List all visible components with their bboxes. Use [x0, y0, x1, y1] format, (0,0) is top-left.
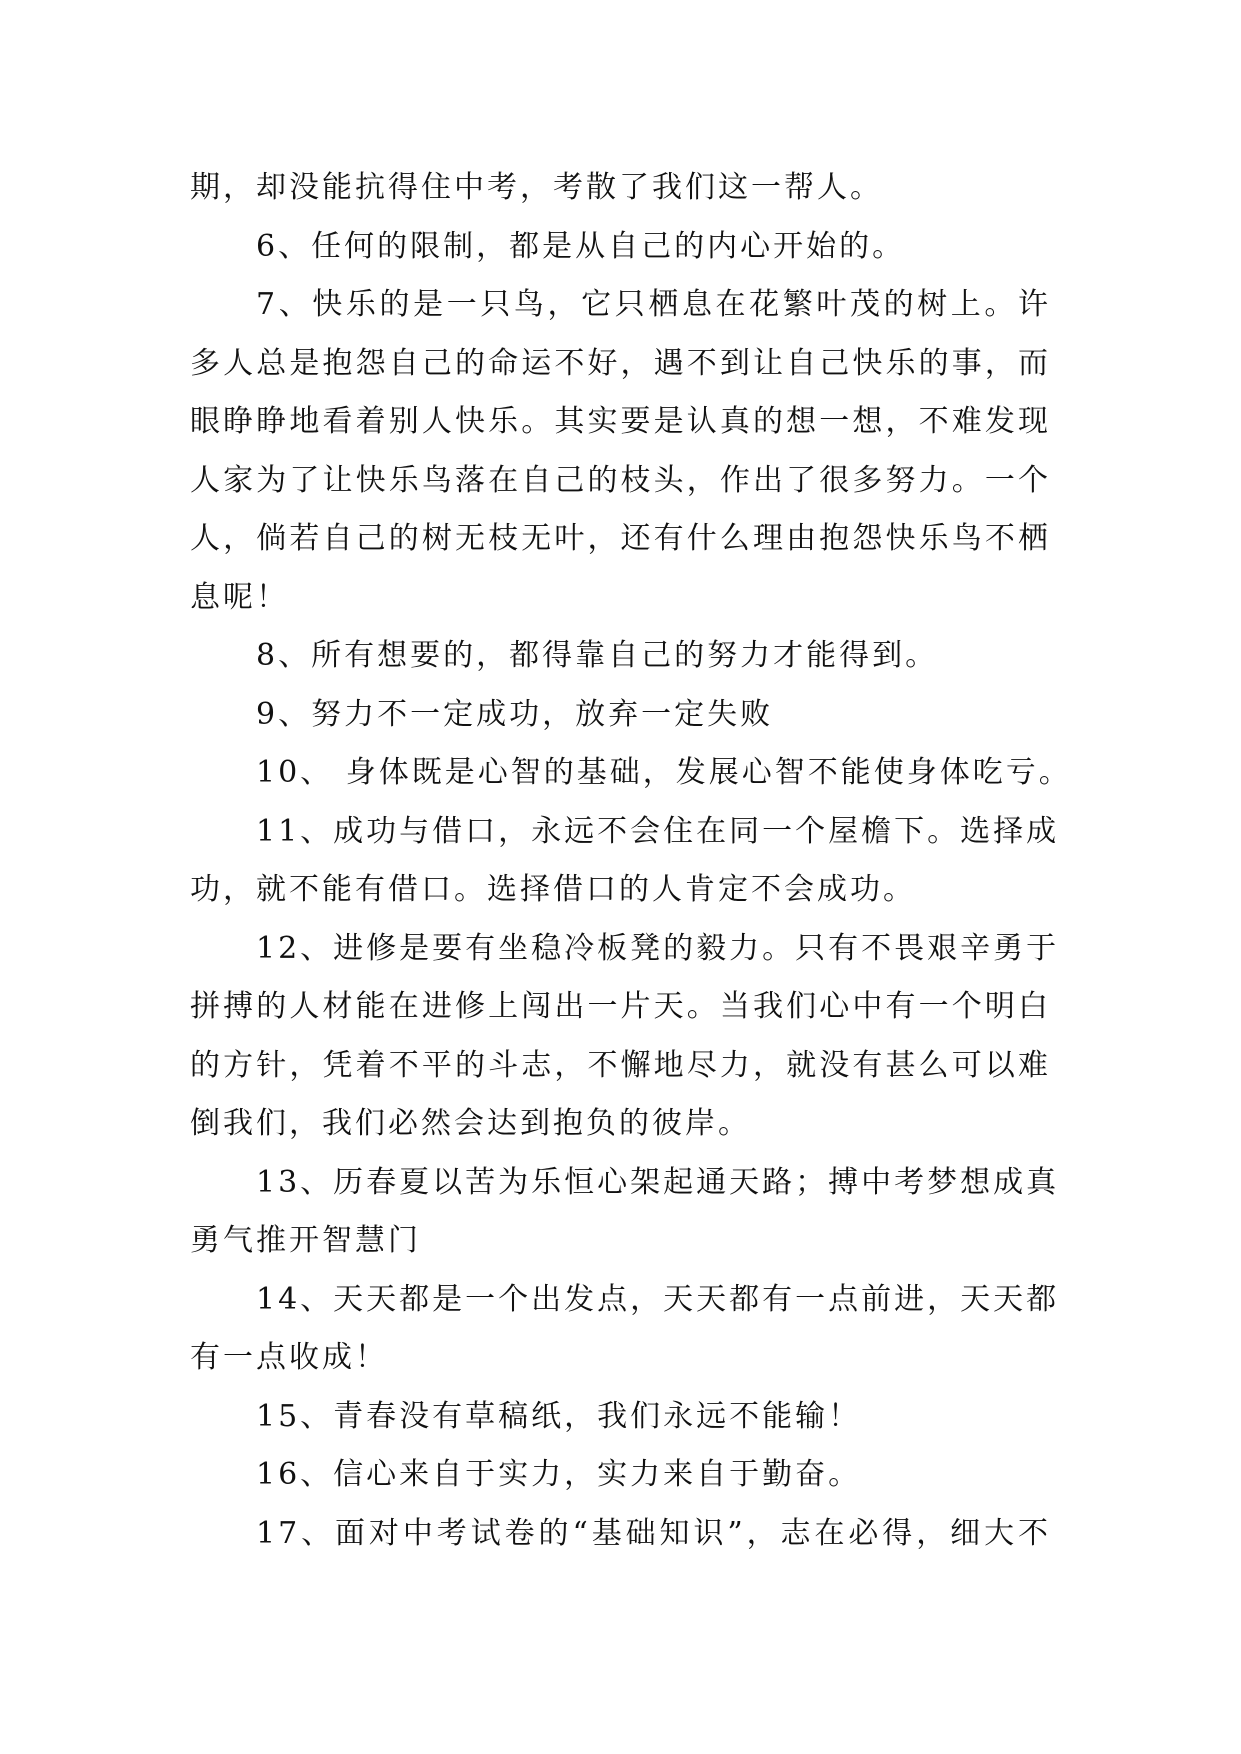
text-line: 多人总是抱怨自己的命运不好，遇不到让自己快乐的事，而: [190, 345, 1051, 381]
text-line: 功，就不能有借口。选择借口的人肯定不会成功。: [190, 872, 916, 907]
text-line: 16、信心来自于实力，实力来自于勤奋。: [256, 1457, 862, 1492]
text-line: 7、快乐的是一只鸟，它只栖息在花繁叶茂的树上。许: [256, 287, 1051, 322]
text-line: 的方针，凭着不平的斗志，不懈地尽力，就没有甚么可以难: [190, 1047, 1051, 1083]
text-line: 11、成功与借口，永远不会住在同一个屋檐下。选择成: [256, 813, 1060, 849]
text-line: 期，却没能抗得住中考，考散了我们这一帮人。: [190, 170, 883, 205]
paragraph-9: [190, 686, 1051, 745]
text-line: 17、面对中考试卷的“基础知识”，志在必得，细大不: [256, 1515, 1051, 1551]
paragraph-5-continued: [190, 159, 1051, 218]
text-line: 14、天天都是一个出发点，天天都有一点前进，天天都: [256, 1281, 1060, 1317]
text-line: 15、青春没有草稿纸，我们永远不能输！: [256, 1398, 862, 1434]
text-line: 9、努力不一定成功，放弃一定失败: [256, 696, 774, 732]
text-line: 人，倘若自己的树无枝无叶，还有什么理由抱怨快乐鸟不栖: [190, 521, 1051, 556]
text-line: 10、 身体既是心智的基础，发展心智不能使身体吃亏。: [256, 755, 1072, 790]
paragraph-14: [190, 1271, 1060, 1388]
paragraph-10: [190, 744, 1072, 803]
text-line: 倒我们，我们必然会达到抱负的彼岸。: [190, 1106, 751, 1141]
text-line: 拼搏的人材能在进修上闯出一片天。当我们心中有一个明白: [190, 989, 1051, 1024]
paragraph-13: [190, 1154, 1060, 1271]
paragraph-6: [190, 218, 1051, 277]
paragraph-12: [190, 920, 1060, 1154]
text-line: 有一点收成！: [190, 1340, 388, 1375]
paragraph-15: [190, 1388, 1051, 1447]
paragraph-16: [190, 1446, 1051, 1505]
text-line: 6、任何的限制，都是从自己的内心开始的。: [256, 228, 906, 264]
text-line: 息呢！: [190, 579, 289, 615]
text-line: 8、所有想要的，都得靠自己的努力才能得到。: [256, 638, 939, 673]
text-line: 眼睁睁地看着别人快乐。其实要是认真的想一想，不难发现: [190, 404, 1051, 439]
text-line: 人家为了让快乐鸟落在自己的枝头，作出了很多努力。一个: [190, 462, 1051, 498]
paragraph-17: [190, 1505, 1051, 1564]
text-line: 12、进修是要有坐稳冷板凳的毅力。只有不畏艰辛勇于: [256, 930, 1060, 966]
paragraph-7: [190, 276, 1051, 627]
document-body: [190, 159, 1072, 1563]
paragraph-8: [190, 627, 1051, 686]
text-line: 13、历春夏以苦为乐恒心架起通天路；搏中考梦想成真: [256, 1164, 1060, 1200]
paragraph-11: [190, 803, 1060, 920]
text-line: 勇气推开智慧门: [190, 1223, 421, 1258]
